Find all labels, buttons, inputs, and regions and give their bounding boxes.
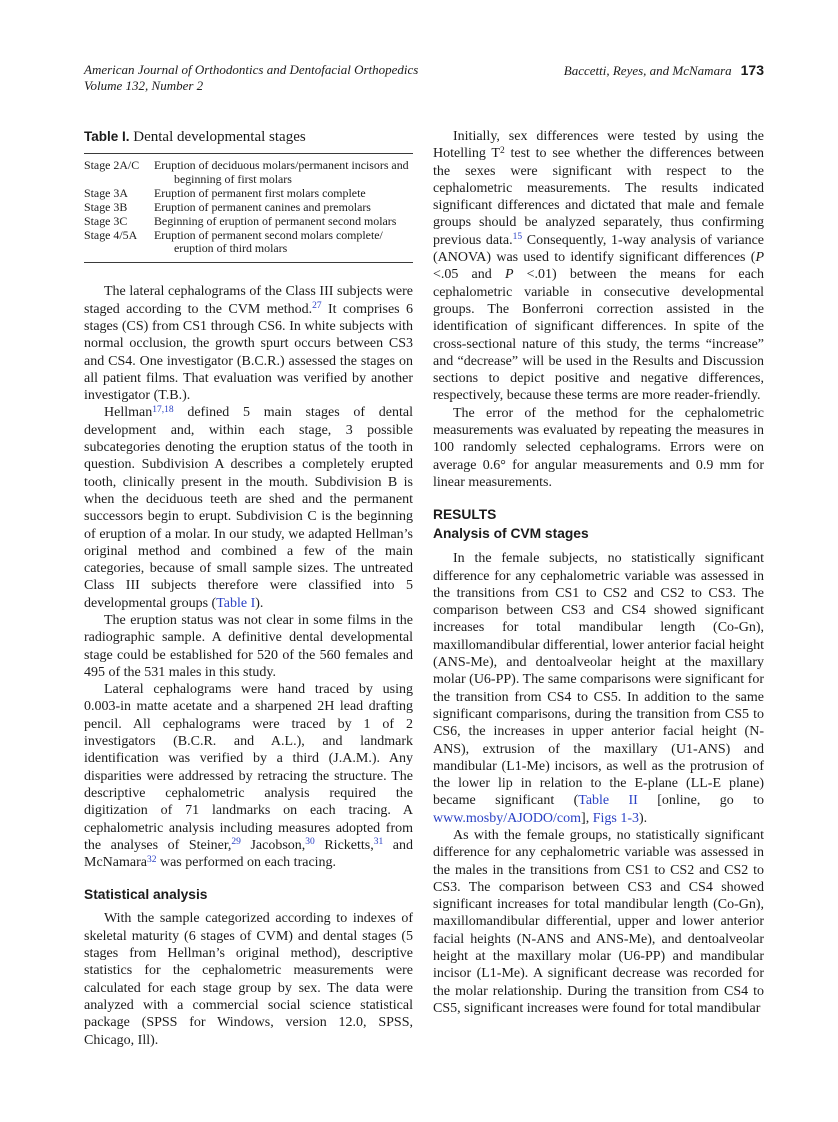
superscript-text: 2: [499, 145, 505, 156]
text-run: P: [755, 250, 764, 266]
text-run: test to see whether the differences between the sexes were significant with respect to the cephalometric measurements. The results indicated significant differences and dictated that male and female groups should be analyzed separately, thus confirming previous data.: [433, 146, 765, 248]
paragraph-method-error: [433, 405, 764, 491]
running-authors-block: [564, 62, 764, 79]
journal-title: American Journal of Orthodontics and Dentofacial Orthopedics: [84, 62, 419, 77]
reference-citation-link[interactable]: 29: [231, 837, 241, 848]
text-run: It comprises 6 stages (CS) from CS1 through CS6. In white subjects with normal occlusion, the growth spurt occurs between CS3 and CS4. One investigator (B.C.R.) assessed the stages on all patient films. That evaluation was verified by another investigator (T.B.).: [84, 301, 413, 404]
text-run: The eruption status was not clear in some films in the radiographic sample. A definitive dental developmental stage could be established for 520 of the 560 females and 495 of the 531 males in this study.: [84, 612, 413, 680]
cross-reference-link[interactable]: www.mosby/AJODO/com: [433, 810, 582, 826]
heading-analysis-cvm-stages: Analysis of CVM stages: [433, 526, 589, 542]
paragraph-eruption-status: [84, 612, 413, 681]
reference-citation-link[interactable]: 27: [312, 301, 322, 312]
text-run: Consequently, 1-way analysis of variance (ANOVA) was used to identify significant differences (: [433, 232, 764, 266]
table-row: [84, 201, 413, 215]
journal-identification: [84, 62, 418, 94]
text-run: P: [504, 267, 514, 283]
text-run: Initially, sex differences were tested by using the Hotelling T: [433, 129, 764, 162]
page-number: 173: [740, 62, 764, 78]
table-bottom-rule: [84, 262, 413, 263]
reference-citation-link[interactable]: 17,18: [152, 404, 174, 415]
paragraph-hellman-stages: [84, 404, 413, 612]
table-row: [84, 187, 413, 201]
text-run: ).: [255, 595, 264, 611]
table-top-rule: [84, 153, 413, 154]
table-stage-cell: Stage 3C: [84, 213, 128, 228]
reference-citation-link[interactable]: 30: [305, 837, 315, 848]
table-description-cell: Eruption of deciduous molars/permanent incisors and beginning of first molars: [154, 158, 409, 186]
reference-citation-link[interactable]: 31: [373, 837, 384, 848]
table-stage-cell: Stage 3A: [84, 185, 128, 200]
table-1-label: Table I.: [84, 129, 130, 144]
table-description-cell: Eruption of permanent second molars complete/ eruption of third molars: [154, 227, 383, 256]
reference-citation-link[interactable]: 15: [512, 232, 523, 243]
table-row: [84, 215, 413, 229]
table-1-caption: [84, 128, 413, 146]
text-run: Hellman: [104, 405, 153, 421]
table-stage-cell: Stage 2A/C: [84, 158, 140, 172]
running-header: [84, 62, 764, 94]
journal-volume: Volume 132, Number 2: [84, 78, 204, 93]
table-stage-cell: Stage 4/5A: [84, 227, 138, 242]
table-1-rows: [84, 159, 413, 256]
text-run: The error of the method for the cephalometric measurements was evaluated by repeating the measures in 100 randomly selected cephalograms. Errors were on average 0.6° for angular measurements and 0.9 mm for linear measurements.: [433, 405, 764, 490]
table-description-cell: Beginning of eruption of permanent second molars: [154, 213, 397, 228]
text-run: As with the female groups, no statistically significant difference for any cephalometric variable was assessed in the males in the transitions from CS1 to CS2 and CS2 to CS3. The comparison between CS3 and CS4 showed significant increases for total mandibular length (Co-Gn), maxillomandibular differential, upper and lower anterior facial heights (N-ANS and ANS-Me), and dentoalveolar height at the maxillary molar (U6-PP) and mandibular incisor (L1-Me). A significant decrease was recorded for the molar relationship. During the transition from CS4 to CS5, significant increases were found for total mandibular: [433, 827, 764, 1016]
text-run: ],: [581, 810, 593, 826]
table-stage-cell: Stage 3B: [84, 199, 128, 214]
heading-results: RESULTS: [433, 507, 497, 523]
heading-statistical-analysis: Statistical analysis: [84, 887, 208, 903]
paragraph-cvm-staging: [84, 283, 413, 404]
text-run: The lateral cephalograms of the Class III subjects were staged according to the CVM method.: [84, 284, 413, 317]
text-run: Ricketts,: [314, 837, 374, 853]
table-1: [84, 128, 413, 263]
paragraph-tracing-method: [84, 681, 413, 871]
text-run: <.01) between the means for each cephalometric variable in consecutive developmental groups. The Bonferroni correction assisted in the identification of significant differences. In spite of the cross-sectional nature of this study, the terms “increase” and “decrease” will be used in the Results and Discussion sections to depict positive and negative differences, respectively, because these terms are more reader-friendly.: [433, 267, 764, 404]
text-run: [online, go to: [637, 793, 764, 809]
two-column-body: [84, 128, 764, 1049]
paragraph-female-results: [433, 550, 764, 827]
running-authors: Baccetti, Reyes, and McNamara: [563, 63, 732, 78]
left-column: [84, 128, 413, 1049]
paragraph-male-results: [433, 827, 764, 1017]
table-row: [84, 229, 413, 257]
text-run: ).: [639, 810, 648, 826]
right-column: [433, 128, 764, 1049]
text-run: With the sample categorized according to indexes of skeletal maturity (6 stages of CVM) and dental stages (5 stages from Hellman’s original method), descriptive statistics for the cephalometric measurements were calculated for each stage group by sex. The data were analyzed with a commercial social science statistical package (SPSS for Windows, version 12.0, SPSS, Chicago, Ill).: [84, 911, 413, 1048]
text-run: Lateral cephalograms were hand traced by using 0.003-in matte acetate and a sharpened 2H lead drafting pencil. All cephalograms were traced by 1 of 2 investigators (B.C.R. and A.L.), and landmark identification was verified by a third (J.A.M.). Any disparities were addressed by retracing the structure. The descriptive cephalometric analysis required the digitization of 71 landmarks on each tracing. A cephalometric analysis including measures adopted from the analyses of Steiner,: [84, 682, 413, 853]
text-run: Jacobson,: [240, 837, 306, 853]
table-1-title: Dental developmental stages: [133, 129, 306, 145]
reference-citation-link[interactable]: 32: [146, 854, 157, 865]
paragraph-hotelling-anova: [433, 128, 764, 405]
table-description-cell: Eruption of permanent canines and premolars: [154, 199, 371, 214]
text-run: and McNamara: [84, 837, 413, 871]
text-run: <.05 and: [433, 267, 505, 283]
text-run: was performed on each tracing.: [156, 855, 337, 871]
table-row: [84, 159, 413, 187]
cross-reference-link[interactable]: Table II: [578, 793, 638, 809]
text-run: defined 5 main stages of dental development and, within each stage, 3 possible subcategories denoting the eruption status of the tooth in question. Subdivision A describes a completely erupted tooth, clinically present in the mouth. Subdivision B is when the deciduous teeth are shed and the permanent successors begin to erupt. Subdivision C is the beginning of eruption of a molar. In our study, we adapted Hellman’s original method and combined a few of the main categories, because of small sample sizes. The untreated Class III subjects therefore were classified into 5 developmental groups (: [84, 405, 413, 611]
table-description-cell: Eruption of permanent first molars complete: [154, 185, 366, 200]
cross-reference-link[interactable]: Table I: [216, 595, 256, 611]
paragraph-statistics: [84, 910, 413, 1048]
cross-reference-link[interactable]: Figs 1-3: [592, 810, 640, 826]
text-run: In the female subjects, no statistically significant difference for any cephalometric variable was assessed in the transitions from CS1 to CS2 and CS2 to CS3. The comparison between CS3 and CS4 showed significant increases for total mandibular length (Co-Gn), maxillomandibular differential, lower anterior facial height (ANS-Me), and dentoalveolar height at the maxillary molar (U6-PP). The same comparisons were significant for the transition from CS4 to CS5. In addition to the same significant comparisons, during the transition from CS5 to CS6, the increases in upper anterior facial height (N-ANS), extrusion of the maxillary (U1-ANS) and mandibular (L1-Me) incisors, as well as the protrusion of the lower lip in relation to the E-plane (LL-E plane) became significant (: [433, 551, 764, 809]
